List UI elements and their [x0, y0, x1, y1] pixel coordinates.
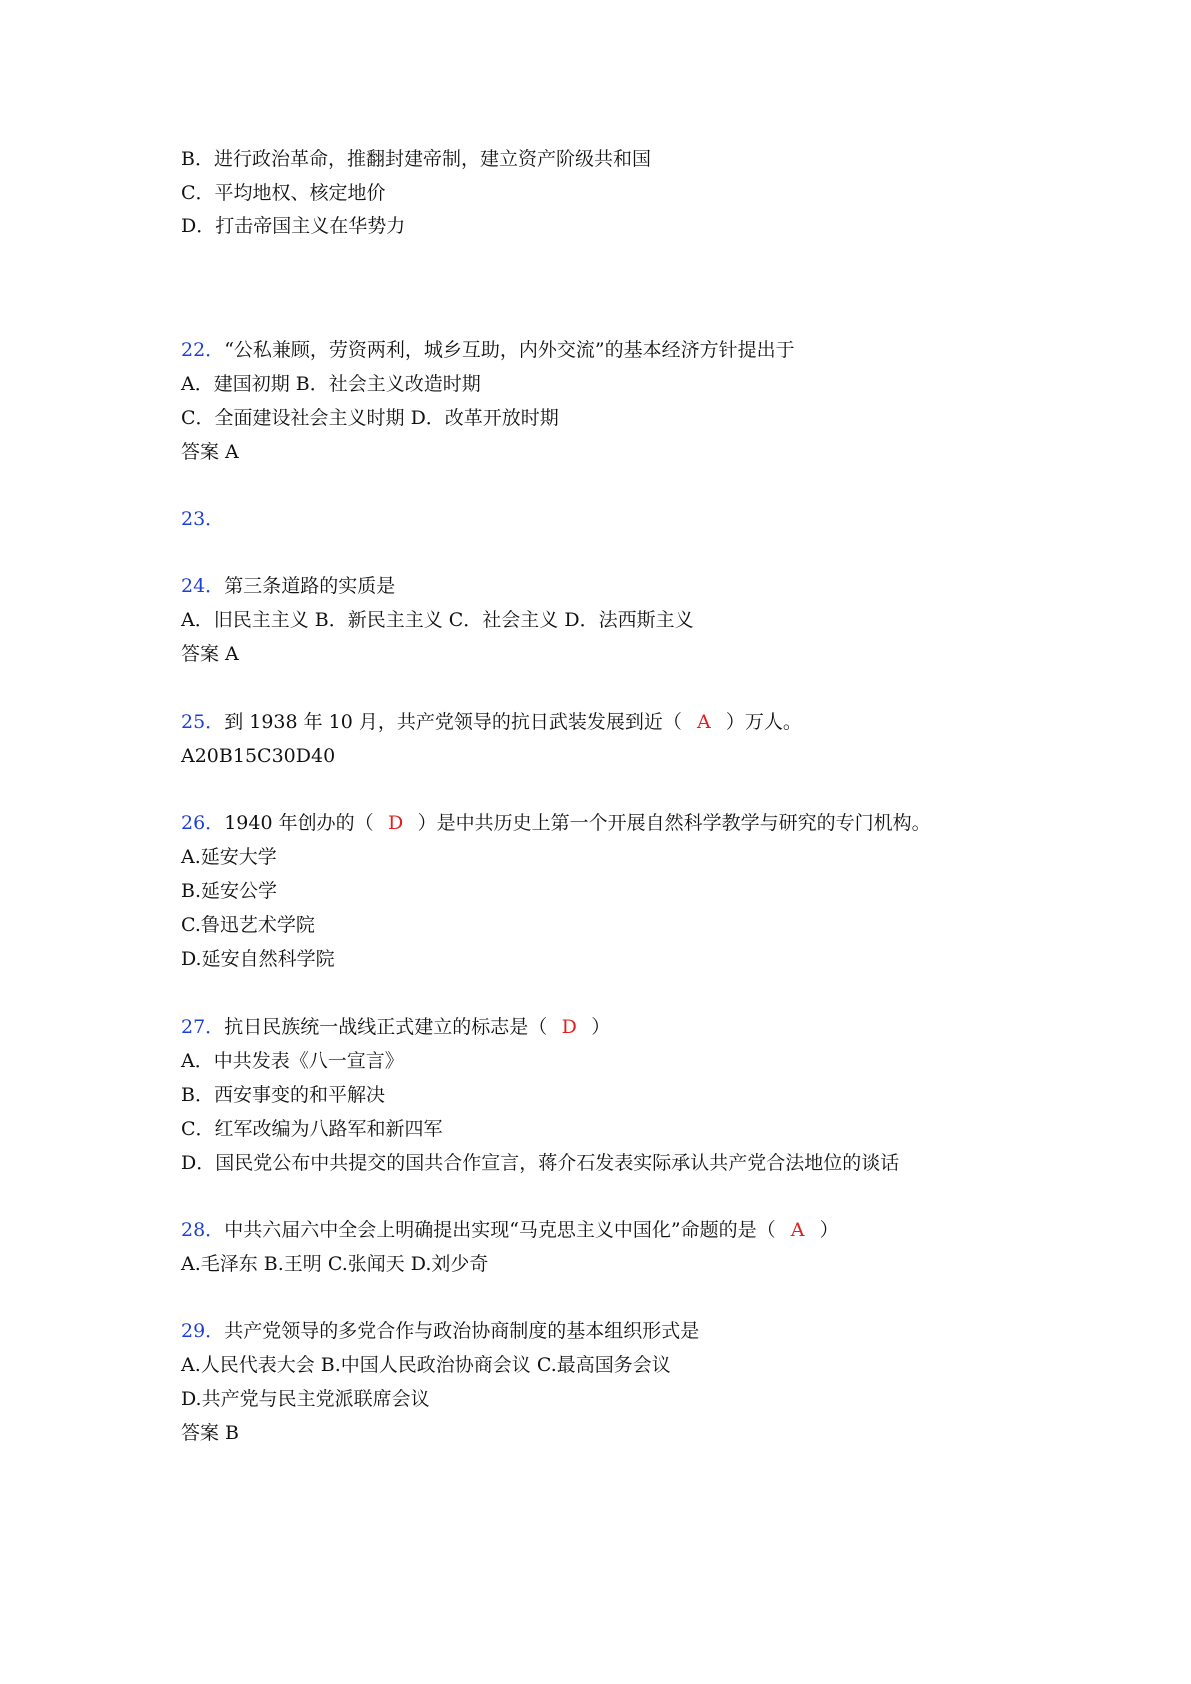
q29-number: 29．: [181, 1320, 225, 1342]
q26-number: 26．: [181, 812, 225, 834]
q26-answer-mark: D: [387, 812, 404, 834]
q22-options-line-2: C．全面建设社会主义时期 D．改革开放时期: [181, 407, 559, 429]
q28-stem-before: 中共六届六中全会上明确提出实现“马克思主义中国化”命题的是（: [224, 1219, 776, 1241]
q27-answer-mark: D: [561, 1016, 577, 1038]
q28-options: A.毛泽东 B.王明 C.张闻天 D.刘少奇: [181, 1253, 489, 1275]
q24-options: A．旧民主主义 B．新民主主义 C．社会主义 D．法西斯主义: [181, 609, 694, 631]
q21-option-d: D．打击帝国主义在华势力: [181, 215, 406, 237]
q27-option-c: C．红军改编为八路军和新四军: [181, 1118, 443, 1140]
q25-number: 25．: [181, 711, 225, 733]
q29-stem: 共产党领导的多党合作与政治协商制度的基本组织形式是: [224, 1320, 700, 1342]
q27-option-b: B．西安事变的和平解决: [181, 1084, 385, 1106]
q27-option-d: D．国民党公布中共提交的国共合作宣言，蒋介石发表实际承认共产党合法地位的谈话: [181, 1152, 900, 1174]
q21-option-b: B．进行政治革命，推翻封建帝制，建立资产阶级共和国: [181, 148, 651, 170]
q22-answer: 答案 A: [181, 441, 239, 463]
q28-stem-line: [181, 1218, 839, 1242]
q24-answer: 答案 A: [181, 643, 239, 665]
q22-stem: “公私兼顾，劳资两利，城乡互助，内外交流”的基本经济方针提出于: [224, 339, 795, 361]
q27-number: 27．: [181, 1016, 225, 1038]
q23-stem-line: [181, 507, 224, 531]
q29-options-line-1: A.人民代表大会 B.中国人民政治协商会议 C.最高国务会议: [181, 1354, 671, 1376]
q28-stem-after: ）: [819, 1219, 839, 1241]
q25-stem-before: 到 1938 年 10 月，共产党领导的抗日武装发展到近（: [224, 711, 682, 733]
q27-stem-after: ）: [591, 1016, 611, 1038]
q27-option-a: A．中共发表《八一宣言》: [181, 1050, 404, 1072]
q22-options-line-1: A．建国初期 B．社会主义改造时期: [181, 373, 481, 395]
q24-stem: 第三条道路的实质是: [224, 575, 396, 597]
q25-options: A20B15C30D40: [181, 745, 336, 767]
q22-number: 22．: [181, 339, 225, 361]
q23-number: 23．: [181, 508, 225, 530]
q29-answer: 答案 B: [181, 1422, 240, 1444]
q29-options-line-2: D.共产党与民主党派联席会议: [181, 1388, 430, 1410]
q26-stem-line: [181, 811, 931, 835]
q26-stem-after: ）是中共历史上第一个开展自然科学教学与研究的专门机构。: [417, 812, 931, 834]
q26-option-b: B.延安公学: [181, 880, 278, 902]
q26-option-a: A.延安大学: [181, 846, 277, 868]
q25-stem-line: [181, 710, 802, 734]
q25-stem-after: ）万人。: [725, 711, 802, 733]
q29-stem-line: [181, 1319, 699, 1343]
q24-number: 24．: [181, 575, 225, 597]
q22-stem-line: [181, 338, 795, 362]
q28-number: 28．: [181, 1219, 225, 1241]
q26-option-d: D.延安自然科学院: [181, 948, 335, 970]
q25-answer-mark: A: [697, 711, 711, 733]
q21-option-c: C．平均地权、核定地价: [181, 182, 386, 204]
q26-option-c: C.鲁迅艺术学院: [181, 914, 315, 936]
q24-stem-line: [181, 574, 395, 598]
q27-stem-before: 抗日民族统一战线正式建立的标志是（: [224, 1016, 548, 1038]
q26-stem-before: 1940 年创办的（: [224, 812, 374, 834]
q28-answer-mark: A: [790, 1219, 805, 1241]
q27-stem-line: [181, 1015, 610, 1039]
